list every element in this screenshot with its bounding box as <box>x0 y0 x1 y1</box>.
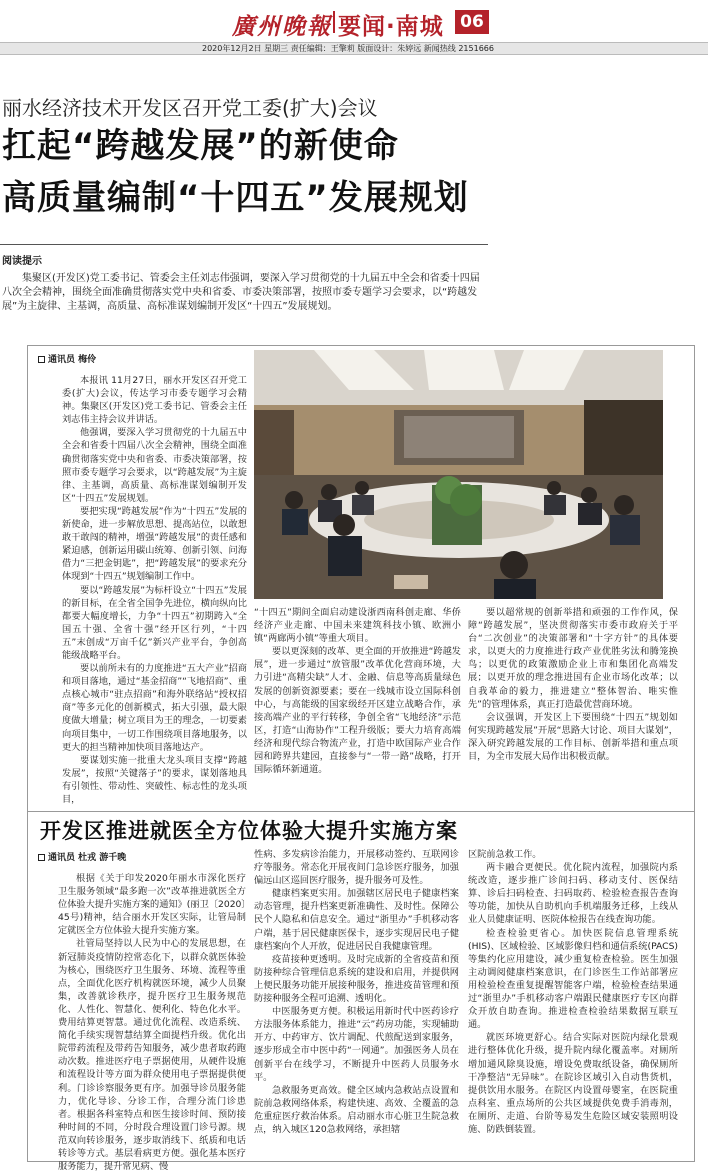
article1-kicker: 丽水经济技术开发区召开党工委(扩大)会议 <box>2 96 378 120</box>
paragraph: 要以“跨越发展”为标杆设立“十四五”发展的新目标，在全省全国争先进位，横向纵向比都要大幅度增长，力争“十四五”初期跨入“全国五十强、全省十强”经开区行列，“十四五”末创成“万亩千亿”新兴产业平台，争创高能级战略平台。 <box>62 584 247 661</box>
headline-rule <box>0 244 488 245</box>
paragraph: 区院前急救工作。 <box>468 849 542 860</box>
article1-byline <box>38 352 96 365</box>
paragraph: 要谋划实施一批重大龙头项目支撑“跨越发展”，按照“关键落子”的要求，谋划落地具有引领性、带动性、突破性、标志性的龙头项目， <box>62 754 247 805</box>
article1-headline-line2: 高质量编制“十四五”发展规划 <box>2 178 469 218</box>
paragraph: 疫苗接种更透明。及时完成新的全省疫苗和预防接种综合管理信息系统的建设和启用，并提供网上便民服务功能开展接种服务，推进疫苗管理和预防接种服务全程可追溯、透明化。 <box>254 953 459 1005</box>
paragraph: 要把实现“跨越发展”作为“十四五”发展的新使命，进一步解放思想、提高站位，以敢想敢干敢闯的精神，增强“跨越发展”的责任感和紧迫感，创新运用碳山统筹、创新引领、问海借力“三把金钥匙”，把“跨越发展”的要求充分体现到“十四五”规划编制工作中。 <box>62 505 247 583</box>
page-number: 06 <box>455 10 489 34</box>
paragraph: 会议强调，开发区上下要围绕“十四五”规划如何实现跨越发展”开展“思路大讨论、项目大谋划”，深入研究跨越发展的工作目标、创新举措和重点项目，为全市发展大局作出积极贡献。 <box>468 711 678 763</box>
masthead <box>0 0 708 42</box>
article2-column-2 <box>254 848 459 1136</box>
article2-column-1 <box>58 872 246 1173</box>
article1-column-1 <box>62 374 247 806</box>
paragraph: 要以更深刻的改革、更全面的开放推进“跨越发展”，进一步通过“放管服”改革优化营商环境，大力引进“高精尖缺”人才、金融、信息等高质量绿色发展的创新资源要素；要在一线城市设立国际科创中心，与高能级的国家级经开区建立战略合作，承接高端产业的平行转移，争创全省“飞地经济”示范区，打造“山海协作”工程升级版；要大力培育高端经济和现代综合物流产业，打造中欧国际产业合作园和跨界共建园，直接参与“一带一路”战略，打开国际循环新通道。 <box>254 646 461 776</box>
paragraph: 要以前所未有的力度推进“五大产业”招商和项目落地，通过“基金招商”“飞地招商”、重点核心城市“驻点招商”和海外联络站“授权招商”等多元化的创新模式，拓大引强，最大限度做大增量；树立项目为王的理念，一切要素向项目集中，一切工作围绕项目落地服务，以更大的担当精神加快项目落地达产。 <box>62 663 247 753</box>
paragraph: 急救服务更高效。健全区域内急救站点设置和院前急救网络体系，构建快速、高效、全覆盖的急危重症医疗救治体系。启动丽水市心脏卫生院急救点，纳入城区120急救网络，承担辖 <box>254 1084 459 1135</box>
article2-byline-text: 通讯员 杜戎 游千晚 <box>48 853 127 863</box>
square-icon <box>38 854 45 861</box>
reading-guide-text: 集聚区(开发区)党工委书记、管委会主任刘志伟强调，要深入学习贯彻党的十九届五中全会和省委十四届八次全会精神，围绕全面准确贯彻落实党中央和省委、市委决策部署，按照市委专题学习会要求，以“跨越发展”为主旋律、主基调，高质量、高标准谋划编制开发区“十四五”发展规划。 <box>2 273 480 312</box>
paragraph: 他强调，要深入学习贯彻党的十九届五中全会和省委十四届八次全会精神，围绕全面准确贯彻落实党中央和省委、市委决策部署，按照市委专题学习会要求，以“跨越发展”为主旋律、主基调，高质量、高标准谋划编制开发区“十四五”发展规划。 <box>62 427 247 504</box>
article2-column-3 <box>468 848 678 1136</box>
paragraph: 本报讯 11月27日，丽水开发区召开党工委(扩大)会议，传达学习市委专题学习会精神。集聚区(开发区)党工委书记、管委会主任刘志伟主持会议并讲话。 <box>62 375 247 426</box>
masthead-divider <box>333 11 335 33</box>
article2-headline: 开发区推进就医全方位体验大提升实施方案 <box>40 819 458 843</box>
paragraph: 中医服务更方便。积极运用新时代中医药诊疗方法服务体系能力，推进“云”药房功能，实现辅助开方、中药审方、饮片调配、代煎配送到家服务，逐步形成全市中医中药“一网通”。加强医务人员在创新平台在线学习，不断提升中医药人员服务水平。 <box>254 1006 459 1083</box>
article1-column-2 <box>254 606 461 776</box>
newspaper-logo: 廣州晚報 <box>232 13 332 40</box>
paragraph: 社管局坚持以人民为中心的发展思想，在新冠肺炎疫情防控常态化下，以群众就医体验为核心，围绕医疗卫生服务、环境、流程等重点，全面优化医疗机构就医环境，减少人员聚集，改善就诊秩序，提升医疗卫生服务规范化、人性化、智慧化、便利化、特色化水平。费用结算更智慧。通过优化流程、改造系统、简化手续实现智慧结算全面提档升级。优化出院带药流程及带药告知服务，减少患者取药跑动次数。推进医疗电子票据使用，从硬件设施和流程设计等方面为群众使用电子票据提供便利。门诊诊察服务更有序。加强导诊员服务能力，优化导诊、分诊工作，合理分流门诊患者。根据各科室特点和医生接诊时间、预防接种时间的不同，分时段合理设置门诊号源。规范双向转诊服务，逐步取消线下、纸质和电话转诊等方式。基层看病更方便。强化基本医疗服务能力，提升常见病、慢 <box>58 938 246 1173</box>
dateline: 2020年12月2日 星期三 责任编辑：王擎莉 版面设计：朱婷远 新闻热线 2151666 <box>0 42 708 55</box>
paragraph: 要以超常规的创新举措和顽强的工作作风，保障“跨越发展”，坚决贯彻落实市委市政府关于平台“二次创业”的决策部署和“十字方针”的具体要求，以更大的力度推进行政产业优胜劣汰和腾笼换鸟；以更优的政策激励企业上市和集团化高端发展；以更开放的理念推进国有企业市场化改革；以自我革命的毅力，推进建立“整体智治、唯实惟先”的管理体系，真正打造最优营商环境。 <box>468 607 678 710</box>
paragraph: 两卡融合更便民。优化院内流程，加强院内系统改造，逐步推广诊间扫码、移动支付、医保结算、诊后扫码检查、扫码取药、检验检查报告查询等功能，加快从自助机向手机端服务迁移，上线从业人员健康证明、医院体检报告在线查询功能。 <box>468 862 678 926</box>
article2-byline <box>38 850 126 863</box>
meeting-photo <box>254 350 663 599</box>
paragraph: 检查检验更省心。加快医院信息管理系统(HIS)、区域检验、区域影像归档和通信系统(PACS)等集约化应用建设，减少重复检查检验。医生加强主动调阅健康档案意识，在门诊医生工作站部署应用检验检查重复提醒智能客户端，检验检查结果通过“浙里办”手机移动客户端跟民健康医疗专区向群众开放自助查询。推进检查检验结果数据互联互通。 <box>468 927 678 1031</box>
reading-guide-label: 阅读提示 <box>2 256 42 267</box>
article1-byline-text: 通讯员 梅伶 <box>48 355 97 365</box>
square-icon <box>38 356 45 363</box>
paragraph: “十四五”期间全面启动建设浙西南科创走廊、华侨经济产业走廊、中国未来建筑科技小镇、欧洲小镇“两廊两小镇”等重大项目。 <box>254 607 461 645</box>
paragraph: 健康档案更实用。加强辖区居民电子健康档案动态管理，提升档案更新准确性、及时性。保障公民个人隐私和信息安全。通过“浙里办”手机移动客户端，基于居民健康医保卡，逐步实现居民电子健康档案向个人开放，促进居民自我健康管理。 <box>254 888 459 952</box>
paragraph: 根据《关于印发2020年丽水市深化医疗卫生服务领域“最多跑一次”改革推进就医全方位体验大提升实施方案的通知》(丽卫〔2020〕45号)精神，结合丽水开发区实际，让管局制定就医全方位体验大提升实施方案。 <box>58 873 246 937</box>
article1-headline-line1: 扛起“跨越发展”的新使命 <box>2 126 399 166</box>
paragraph: 就医环境更舒心。结合实际对医院内绿化景观进行整体优化升级，提升院内绿化覆盖率。对厕所增加通风除臭设施，增设免费取纸设备，确保厕所干净整洁“无异味”。在院诊区域引入自动售货机，提供饮用水服务。在院区内设置母婴室，在医院重点科室、重点场所的公共区域提供免费手消毒剂，在厕所、走道、台阶等易发生危险区域安装照明设施、防跌倒装置。 <box>468 1032 678 1135</box>
article1-column-3 <box>468 606 678 763</box>
meeting-room-illustration <box>254 350 663 599</box>
paragraph: 性病、多发病诊治能力，开展移动签约、互联网诊疗等服务。常态化开展夜间门急诊医疗服务，加强偏远山区巡回医疗服务，提升服务可及性。 <box>254 849 459 887</box>
section-title: 要闻·南城 <box>338 14 444 40</box>
